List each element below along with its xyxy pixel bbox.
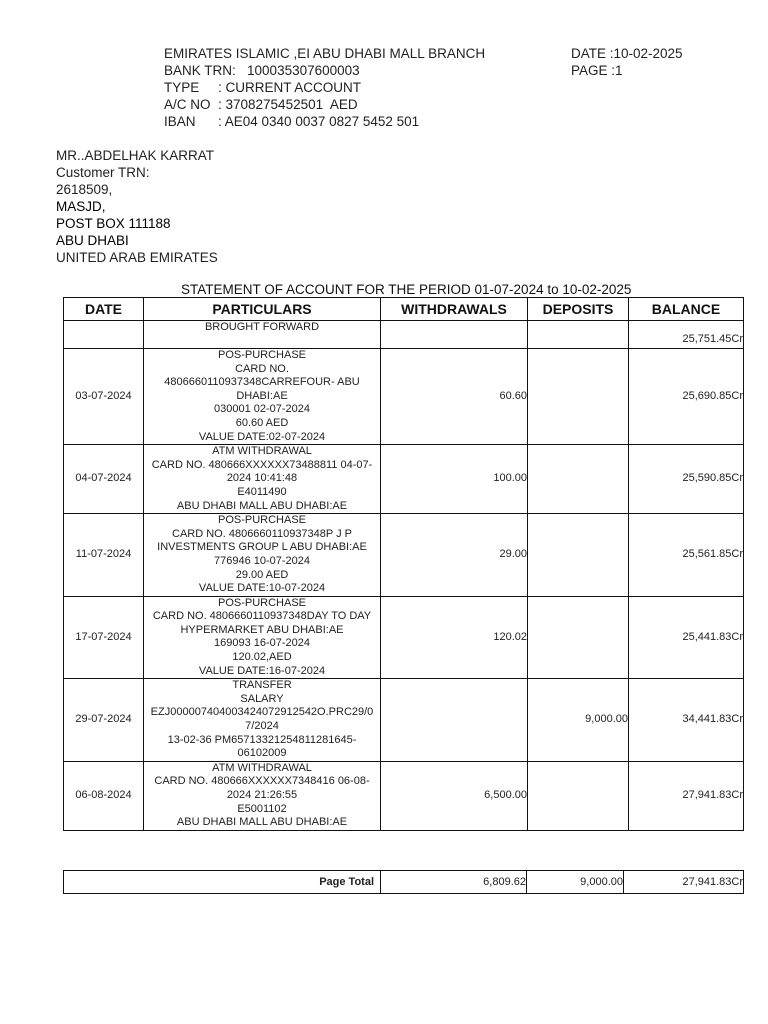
page-total-balance: 27,941.83Cr (624, 871, 744, 894)
transaction-deposit (528, 445, 629, 514)
brought-forward-row (64, 321, 744, 349)
customer-address (56, 147, 218, 266)
page-total-withdrawals: 6,809.62 (381, 871, 527, 894)
transaction-particulars (144, 514, 381, 597)
particulars-line: CARD NO. 480666XXXXXX7348416 06-08- (154, 775, 370, 788)
bank-trn-label: BANK TRN: (164, 63, 236, 78)
transaction-deposit (528, 514, 629, 597)
bank-name: EMIRATES ISLAMIC ,EI ABU DHABI MALL BRANCH (164, 46, 486, 61)
transaction-particulars (144, 596, 381, 679)
page-total-label: Page Total (64, 871, 381, 894)
particulars-line: 2024 10:41:48 (226, 472, 298, 485)
particulars-line: CARD NO. (235, 362, 289, 375)
table-row (64, 445, 744, 514)
particulars-line: 776946 10-07-2024 (213, 554, 311, 567)
customer-trn-label: Customer TRN: (56, 165, 150, 180)
particulars-line: 030001 02-07-2024 (213, 403, 311, 416)
iban-label: IBAN (164, 114, 196, 129)
transaction-deposit (528, 349, 629, 445)
customer-name: MR..ABDELHAK KARRAT (56, 148, 215, 163)
transaction-withdrawal: 60.60 (381, 349, 528, 445)
transaction-balance: 25,690.85Cr (629, 349, 744, 445)
particulars-line: EZJ000007404003424072912542O.PRC29/0 (150, 706, 374, 719)
iban-value: : AE04 0340 0037 0827 5452 501 (218, 114, 420, 129)
particulars-line: ABU DHABI MALL ABU DHABI:AE (176, 499, 348, 512)
account-type-line (164, 79, 485, 96)
particulars-line: 2024 21:26:55 (226, 789, 298, 801)
transaction-particulars (144, 679, 381, 762)
column-header-date: DATE (64, 298, 144, 321)
particulars-line: E5001102 (237, 802, 287, 815)
particulars-line: ABU DHABI MALL ABU DHABI:AE (176, 816, 348, 829)
transaction-balance: 34,441.83Cr (629, 679, 744, 762)
table-cell (64, 321, 144, 349)
particulars-line: 4806660110937348CARREFOUR- ABU (164, 376, 360, 389)
transactions-body (64, 321, 744, 831)
particulars-line: VALUE DATE:10-07-2024 (198, 582, 326, 595)
transaction-date: 04-07-2024 (64, 445, 144, 514)
statement-title: STATEMENT OF ACCOUNT FOR THE PERIOD 01-07-2024 to 10-02-2025 (181, 282, 632, 297)
transaction-withdrawal: 6,500.00 (381, 761, 528, 830)
particulars-line: ATM WITHDRAWAL (212, 761, 312, 774)
particulars-line: TRANSFER (232, 679, 292, 692)
particulars-line: POS-PURCHASE (217, 596, 307, 609)
transaction-date: 11-07-2024 (64, 514, 144, 597)
particulars-line: DHABI:AE (236, 389, 288, 402)
particulars-line: E4011490 (237, 485, 287, 498)
transaction-particulars (144, 445, 381, 514)
table-cell (528, 321, 629, 349)
transaction-deposit: 9,000.00 (528, 679, 629, 762)
type-label: TYPE (164, 80, 200, 95)
table-row (64, 514, 744, 597)
transaction-balance: 25,590.85Cr (629, 445, 744, 514)
address-line-2: MASJD, (56, 199, 106, 214)
particulars-line: 169093 16-07-2024 (213, 637, 311, 650)
particulars-line: 13-02-36 PM65713321254811281645- (167, 733, 357, 746)
column-header-balance: BALANCE (629, 298, 744, 321)
column-header-deposits: DEPOSITS (528, 298, 629, 321)
particulars-line: INVESTMENTS GROUP L ABU DHABI:AE (157, 541, 367, 554)
bank-trn-line (164, 62, 485, 79)
table-row (64, 679, 744, 762)
iban-line (164, 113, 485, 130)
bank-header (164, 45, 485, 130)
type-value: : CURRENT ACCOUNT (218, 80, 362, 95)
particulars-line: POS-PURCHASE (217, 349, 307, 361)
column-header-particulars: PARTICULARS (144, 298, 381, 321)
table-cell (381, 321, 528, 349)
transaction-withdrawal: 29.00 (381, 514, 528, 597)
page-number: PAGE :1 (571, 63, 623, 78)
table-row (64, 596, 744, 679)
particulars-line: ATM WITHDRAWAL (212, 445, 312, 458)
particulars-line: 29.00 AED (235, 568, 289, 581)
transaction-withdrawal: 120.02 (381, 596, 528, 679)
transaction-particulars (144, 349, 381, 445)
transaction-withdrawal (381, 679, 528, 762)
transactions-table (63, 297, 744, 831)
particulars-line: VALUE DATE:16-07-2024 (198, 664, 326, 677)
particulars-line: 60.60 AED (235, 416, 289, 429)
particulars-line: CARD NO. 4806660110937348DAY TO DAY (152, 610, 372, 623)
account-number-line (164, 96, 485, 113)
transaction-date: 17-07-2024 (64, 596, 144, 679)
particulars-line: VALUE DATE:02-07-2024 (198, 430, 326, 443)
brought-forward-label: BROUGHT FORWARD (144, 321, 381, 349)
address-line-4: ABU DHABI (56, 233, 129, 248)
ac-label: A/C NO (164, 97, 211, 112)
particulars-line: 7/2024 (245, 720, 279, 733)
particulars-line: POS-PURCHASE (217, 514, 307, 527)
page-total-table (63, 870, 744, 894)
particulars-line: CARD NO. 480666XXXXXX73488811 04-07- (151, 458, 373, 471)
table-header-row (64, 298, 744, 321)
transaction-deposit (528, 596, 629, 679)
bank-trn-value: 100035307600003 (247, 63, 360, 78)
column-header-withdrawals: WITHDRAWALS (381, 298, 528, 321)
particulars-line: HYPERMARKET ABU DHABI:AE (180, 623, 344, 636)
particulars-line: CARD NO. 4806660110937348P J P (172, 527, 352, 540)
particulars-line: 06102009 (237, 747, 287, 760)
statement-date: DATE :10-02-2025 (571, 46, 683, 61)
page-total-row (64, 871, 744, 894)
address-line-1: 2618509, (56, 182, 113, 197)
transaction-balance: 25,441.83Cr (629, 596, 744, 679)
statement-meta (571, 45, 683, 79)
transaction-withdrawal: 100.00 (381, 445, 528, 514)
transaction-deposit (528, 761, 629, 830)
table-row (64, 349, 744, 445)
particulars-line: 120.02,AED (232, 651, 292, 664)
page-total-deposits: 9,000.00 (527, 871, 624, 894)
ac-value: : 3708275452501 AED (218, 97, 358, 112)
transaction-date: 03-07-2024 (64, 349, 144, 445)
table-row (64, 761, 744, 830)
transaction-balance: 27,941.83Cr (629, 761, 744, 830)
brought-forward-balance: 25,751.45Cr (629, 321, 744, 349)
transaction-date: 06-08-2024 (64, 761, 144, 830)
transaction-balance: 25,561.85Cr (629, 514, 744, 597)
transaction-date: 29-07-2024 (64, 679, 144, 762)
transaction-particulars (144, 761, 381, 830)
particulars-line: SALARY (240, 692, 284, 705)
address-line-3: POST BOX 111188 (56, 216, 171, 231)
address-line-5: UNITED ARAB EMIRATES (56, 250, 218, 265)
